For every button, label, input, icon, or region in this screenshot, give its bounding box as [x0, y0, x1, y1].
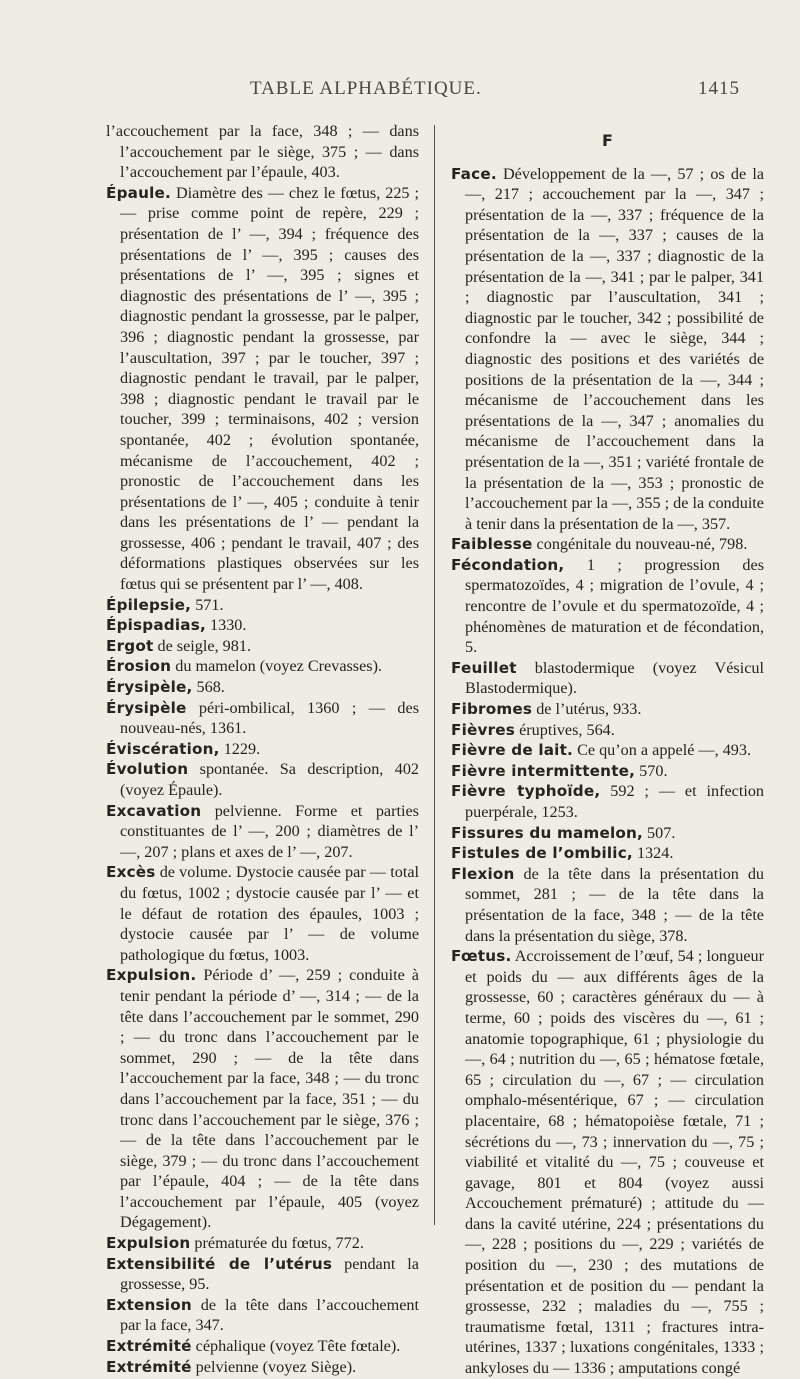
entry-text: 507. — [647, 823, 676, 842]
entry-text: Développement de la —, 57 ; os de la —, 217 ; accouchement par la —, 347 ; présentation de la —, 337 ; fréquence de la présentation de la —, 337 ; causes de la présentation de la —, 337 ; diagnostic de la présentation de la —, 341 ; par le palper, 341 ; diagnostic par l’auscultation, 341 ; diagnostic par le toucher, 342 ; possibilité de confondre la — avec le siège, 344 ; diagnostic des positions et des variétés de positions de la présentation de la —, 344 ; mécanisme de l’accouchement dans les présentations de la —, 347 ; anomalies du mécanisme de l’accouchement dans la présentation de la —, 351 ; variété frontale de la présentation de la —, 353 ; pronostic de l’accouchement par la —, 355 ; de la conduite à tenir dans la présentation de la —, 357. — [465, 164, 765, 533]
entry-text: de seigle, 981. — [157, 636, 251, 655]
entry-headword: Faiblesse — [451, 535, 533, 554]
entry-headword: Extensibilité de l’utérus — [106, 1254, 333, 1273]
entry-headword: Érysipèle, — [106, 678, 193, 697]
index-entry — [451, 761, 764, 782]
index-entry — [451, 658, 764, 699]
entry-text: 1229. — [223, 739, 261, 758]
section-letter: F — [602, 131, 613, 150]
entry-text: pelvienne (voyez Siège). — [195, 1357, 357, 1376]
entry-text: 568. — [196, 678, 225, 697]
index-entry — [451, 555, 764, 658]
entry-text: 1324. — [636, 844, 674, 863]
entry-text: du mamelon (voyez Crevasses). — [175, 657, 383, 676]
index-entry — [106, 862, 419, 965]
entry-headword: Évolution — [106, 760, 189, 779]
entry-headword: Fœtus. — [451, 947, 512, 966]
entry-headword: Éviscération, — [106, 739, 220, 758]
entry-headword: Fissures du mamelon, — [451, 823, 643, 842]
index-entry — [106, 965, 419, 1233]
entry-headword: Face. — [451, 164, 497, 183]
entry-headword: Extension — [106, 1295, 192, 1314]
page-header — [250, 78, 740, 104]
entry-headword: Fièvres — [451, 720, 516, 739]
entry-headword: Fibromes — [451, 700, 533, 719]
index-entry — [451, 699, 764, 720]
entry-headword: Excavation — [106, 801, 202, 820]
index-entry — [106, 1254, 419, 1295]
index-entry — [106, 595, 419, 616]
index-entry — [451, 720, 764, 741]
index-entry — [106, 1357, 419, 1378]
page-number: 1415 — [698, 78, 740, 99]
index-entry — [451, 781, 764, 822]
index-entry — [106, 636, 419, 657]
index-entry — [106, 1336, 419, 1357]
entry-headword: Expulsion — [106, 1234, 191, 1253]
index-entry — [106, 739, 419, 760]
index-entry — [451, 534, 764, 555]
entry-headword: Extrémité — [106, 1337, 192, 1356]
entry-text: congénitale du nouveau-né, 798. — [536, 535, 748, 554]
entry-headword: Fièvre de lait. — [451, 741, 574, 760]
entry-text: prématurée du fœtus, 772. — [194, 1234, 364, 1253]
index-entry — [106, 656, 419, 677]
entry-headword: Épispadias, — [106, 616, 206, 635]
index-entry — [106, 677, 419, 698]
entry-text: pelvienne. Forme et parties constituantes de l’ —, 200 ; diamètres de l’ —, 207 ; plans et axes de l’ —, 207. — [120, 801, 419, 861]
entry-text: 592 ; — et infection puerpérale, 1253. — [465, 782, 765, 821]
entry-text: de la tête dans l’accouchement par la face, 347. — [120, 1295, 419, 1335]
index-entry — [106, 1233, 419, 1254]
entry-text: pendant la grossesse, 95. — [120, 1254, 419, 1294]
entry-headword: Épaule. — [106, 183, 171, 202]
index-entry — [451, 946, 764, 1378]
entry-text: blastodermique (voyez Vésicul Blastodermique). — [465, 658, 765, 698]
index-entry — [451, 164, 764, 535]
index-entry — [106, 183, 419, 595]
entry-headword: Fécondation, — [451, 555, 565, 574]
entry-headword: Fièvre intermittente, — [451, 761, 636, 780]
entry-headword: Excès — [106, 863, 156, 882]
entry-text: éruptives, 564. — [519, 720, 615, 739]
entry-text: 1330. — [210, 616, 247, 635]
index-entry — [451, 864, 764, 946]
entry-text: de la tête dans la présentation du sommet, 281 ; — de la tête dans la présentation de la face, 348 ; — de la tête dans la présentation du siège, 378. — [465, 864, 765, 945]
index-entry — [106, 698, 419, 739]
entry-text: céphalique (voyez Tête fœtale). — [195, 1337, 401, 1356]
entry-text: 571. — [195, 595, 224, 614]
entry-headword: Épilepsie, — [106, 595, 192, 614]
entry-headword: Expulsion. — [106, 966, 197, 985]
index-entry — [451, 843, 764, 864]
entry-text: spontanée. Sa description, 402 (voyez Épaule). — [120, 760, 420, 799]
column-divider — [434, 125, 435, 1225]
running-title: TABLE ALPHABÉTIQUE. — [250, 78, 482, 99]
index-entry — [106, 121, 419, 183]
entry-headword: Fistules de l’ombilic, — [451, 844, 633, 863]
index-entry — [106, 615, 419, 636]
entry-headword: Flexion — [451, 864, 515, 883]
index-entry — [451, 740, 764, 761]
entry-headword: Extrémité — [106, 1357, 192, 1376]
index-column-right — [451, 121, 764, 1379]
entry-text: 1 ; progression des spermatozoïdes, 4 ; migration de l’ovule, 4 ; rencontre de l’ovule et du spermatozoïde, 4 ; phénomènes de maturation et de fécondation, 5. — [465, 555, 765, 657]
entry-text: de l’utérus, 933. — [536, 700, 642, 719]
entry-headword: Fièvre typhoïde, — [451, 782, 601, 801]
entry-text: 570. — [639, 761, 668, 780]
entry-text: Ce qu’on a appelé —, 493. — [577, 741, 752, 760]
entry-headword: Érysipèle — [106, 698, 187, 717]
entry-headword: Érosion — [106, 657, 172, 676]
index-entry — [451, 823, 764, 844]
index-entry — [106, 1295, 419, 1336]
entry-text: péri-ombilical, 1360 ; — des nouveau-nés, 1361. — [120, 698, 419, 738]
entry-text: Accroissement de l’œuf, 54 ; longueur et poids du — aux différents âges de la grossesse, 60 ; caractères généraux du — à terme, 60 ; poids des viscères du —, 61 ; anatomie topographique, 61 ; physiologie du —, 64 ; nutrition du —, 65 ; hématose fœtale, 65 ; circulation du —, 67 ; — circulation omphalo-mésentérique, 67 ; — circulation placentaire, 68 ; hématopoièse fœtale, 71 ; sécrétions du —, 73 ; innervation du —, 75 ; viabilité et vitalité du —, 75 ; couveuse et gavage, 801 et 804 (voyez aussi Accouchement prématuré) ; attitude du — dans la cavité utérine, 224 ; présentations du —, 228 ; positions du —, 229 ; variétés de position du —, 230 ; des mutations de présentation et de position du — pendant la grossesse, 232 ; maladies du —, 755 ; traumatisme fœtal, 1311 ; fractures intra-utérines, 1337 ; luxations congénitales, 1333 ; ankyloses du — 1336 ; amputations congé — [465, 947, 765, 1378]
entry-text: de volume. Dystocie causée par — total du fœtus, 1002 ; dystocie causée par l’ — et le défaut de rotation des épaules, 1003 ; dystocie causée par l’ — de volume pathologique du fœtus, 1003. — [120, 863, 419, 964]
entry-headword: Ergot — [106, 636, 154, 655]
index-entry — [106, 759, 419, 800]
index-column-left — [106, 121, 419, 1377]
entry-text: l’accouchement par la face, 348 ; — dans l’accouchement par le siège, 375 ; — dans l’accouchement par l’épaule, 403. — [106, 122, 419, 182]
index-entry — [106, 801, 419, 863]
entry-text: Période d’ —, 259 ; conduite à tenir pendant la période d’ —, 314 ; — de la tête dans l’accouchement par le sommet, 290 ; — du tronc dans l’accouchement par le sommet, 290 ; — de la tête dans l’accouchement par la face, 348 ; — du tronc dans l’accouchement par la face, 351 ; — du tronc dans l’accouchement par le siège, 376 ; — de la tête dans l’accouchement par le siège, 379 ; — du tronc dans l’accouchement par l’épaule, 404 ; — de la tête dans l’accouchement par l’épaule, 405 (voyez Dégagement). — [120, 966, 419, 1232]
entry-text: Diamètre des — chez le fœtus, 225 ; — prise comme point de repère, 229 ; présentation de l’ —, 394 ; fréquence des présentations de l’ —, 395 ; causes des présentations de l’ —, 395 ; signes et diagnostic des présentations de l’ —, 395 ; diagnostic pendant la grossesse, par le palper, 396 ; diagnostic pendant la grossesse, par l’auscultation, 397 ; par le toucher, 397 ; diagnostic pendant le travail, par le palper, 398 ; diagnostic pendant le travail par le toucher, 399 ; terminaisons, 402 ; version spontanée, 402 ; évolution spontanée, mécanisme de l’accouchement, 402 ; pronostic de l’accouchement dans les présentations de l’ —, 405 ; conduite à tenir dans les présentations de l’ — pendant la grossesse, 406 ; pendant le travail, 407 ; des déformations plastiques observées sur les fœtus qui se présentent par l’ —, 408. — [120, 183, 420, 594]
entry-headword: Feuillet — [451, 658, 517, 677]
